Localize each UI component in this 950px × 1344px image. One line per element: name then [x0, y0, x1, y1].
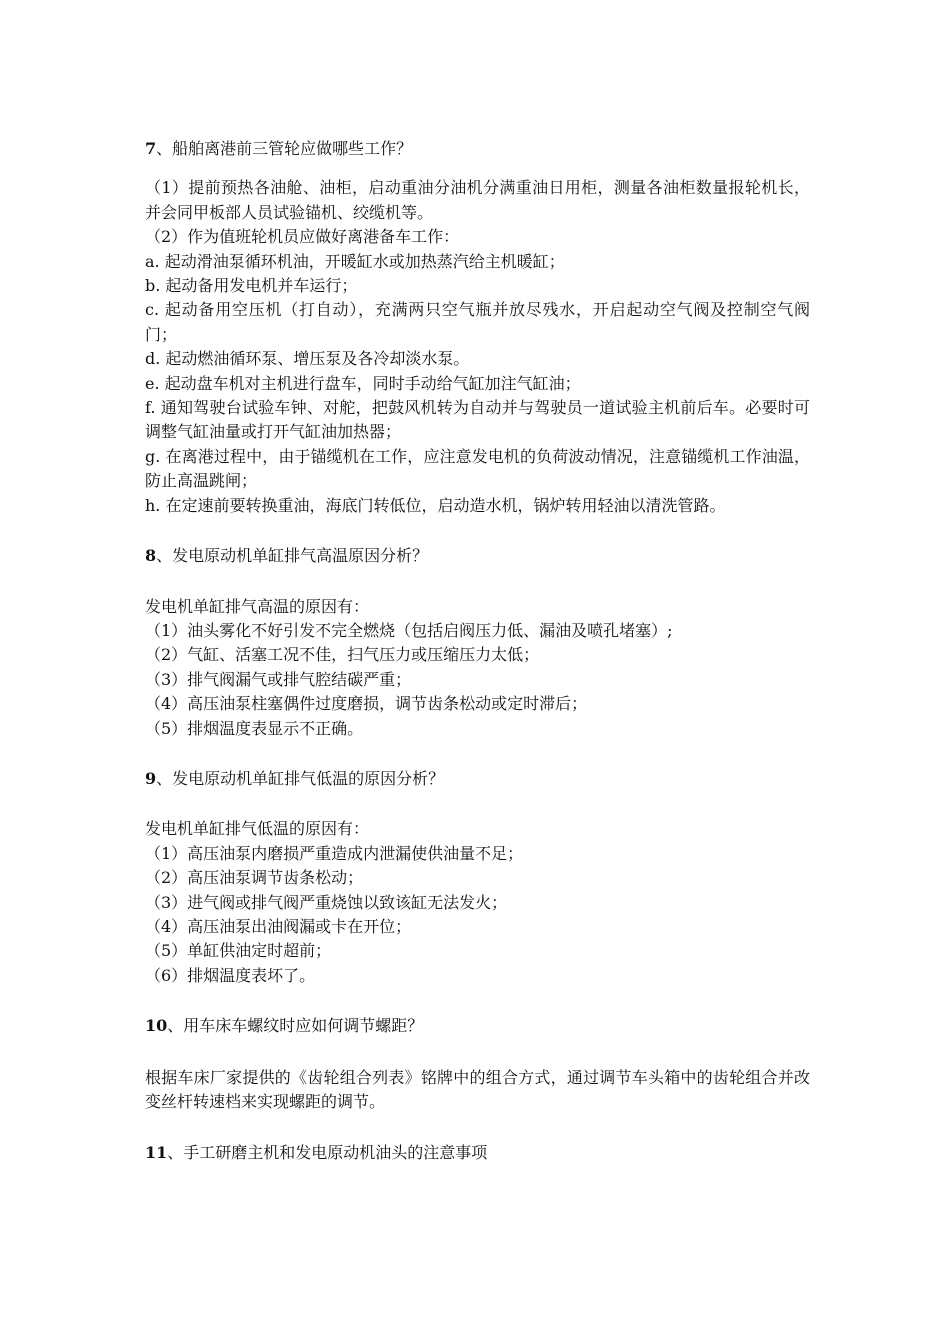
answer-line: a. 起动滑油泵循环机油，开暖缸水或加热蒸汽给主机暖缸； [145, 251, 565, 271]
question-number: 10 [145, 1016, 168, 1036]
answer-line: 发电机单缸排气高温的原因有： [145, 596, 370, 616]
question-number: 9 [145, 768, 157, 788]
answer-line: （1）高压油泵内磨损严重造成内泄漏使供油量不足； [145, 843, 524, 863]
question-number: 11 [145, 1143, 168, 1163]
answer-line: 发电机单缸排气低温的原因有： [145, 819, 370, 839]
question-8-answer [145, 595, 810, 741]
answer-line: （4）高压油泵柱塞偶件过度磨损，调节齿条松动或定时滞后； [145, 694, 588, 714]
question-7-heading [145, 137, 810, 161]
question-11-heading [145, 1141, 810, 1165]
question-9-heading [145, 767, 810, 791]
answer-line: e. 起动盘车机对主机进行盘车，同时手动给气缸加注气缸油； [145, 373, 581, 393]
question-8-heading [145, 544, 810, 568]
answer-line: h. 在定速前要转换重油，海底门转低位，启动造水机，锅炉转用轻油以清洗管路。 [145, 495, 726, 515]
answer-line: （2）作为值班轮机员应做好离港备车工作： [145, 227, 460, 247]
document-page [145, 137, 810, 1166]
question-title: 、发电原动机单缸排气高温原因分析？ [156, 546, 429, 566]
answer-line: （3）排气阀漏气或排气腔结碳严重； [145, 669, 412, 689]
answer-line: （5）单缸供油定时超前； [145, 941, 332, 961]
answer-line: （1）油头雾化不好引发不完全燃烧（包括启阀压力低、漏油及喷孔堵塞）; [145, 620, 673, 640]
answer-line: 根据车床厂家提供的《齿轮组合列表》铭牌中的组合方式，通过调节车头箱中的齿轮组合并改变丝杆转速档来实现螺距的调节。 [145, 1067, 810, 1111]
answer-line: （2）高压油泵调节齿条松动； [145, 868, 364, 888]
answer-line: （3）进气阀或排气阀严重烧蚀以致该缸无法发火； [145, 892, 508, 912]
answer-line: c. 起动备用空压机（打自动），充满两只空气瓶并放尽残水，开启起动空气阀及控制空气阀门； [145, 300, 810, 344]
answer-line: b. 起动备用发电机并车运行； [145, 276, 358, 296]
question-title: 、发电原动机单缸排气低温的原因分析？ [156, 768, 445, 788]
question-number: 8 [145, 546, 157, 566]
question-10-heading [145, 1014, 810, 1038]
question-title: 、手工研磨主机和发电原动机油头的注意事项 [167, 1143, 488, 1163]
answer-line: （5）排烟温度表显示不正确。 [145, 718, 364, 738]
question-10-answer [145, 1066, 810, 1115]
question-title: 、船舶离港前三管轮应做哪些工作？ [156, 139, 413, 158]
question-number: 7 [145, 139, 157, 158]
answer-line: （2）气缸、活塞工况不佳，扫气压力或压缩压力太低； [145, 645, 540, 665]
answer-line: f. 通知驾驶台试验车钟、对舵，把鼓风机转为自动并与驾驶员一道试验主机前后车。必要时可调整气缸油量或打开气缸油加热器； [145, 398, 810, 442]
question-title: 、用车床车螺纹时应如何调节螺距？ [167, 1016, 424, 1036]
answer-line: （6）排烟温度表坏了。 [145, 965, 316, 985]
question-7-answer [145, 176, 810, 518]
answer-line: g. 在离港过程中，由于锚缆机在工作，应注意发电机的负荷波动情况，注意锚缆机工作油温，防止高温跳闸； [145, 446, 810, 491]
answer-line: d. 起动燃油循环泵、增压泵及各冷却淡水泵。 [145, 349, 470, 369]
answer-line: （4）高压油泵出油阀漏或卡在开位； [145, 916, 412, 936]
answer-line: （1）提前预热各油舱、油柜，启动重油分油机分满重油日用柜，测量各油柜数量报轮机长，并会同甲板部人员试验锚机、绞缆机等。 [145, 178, 810, 222]
question-9-answer [145, 817, 810, 988]
